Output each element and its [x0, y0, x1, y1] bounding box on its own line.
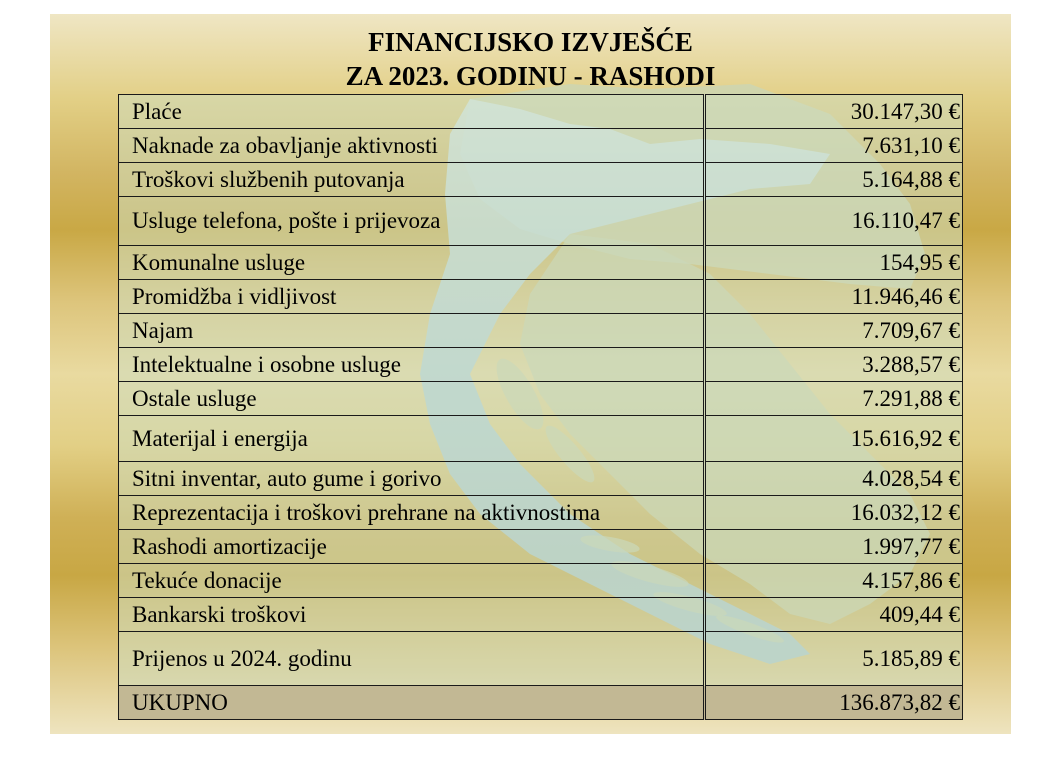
- row-label: Intelektualne i osobne usluge: [119, 348, 705, 382]
- row-label: Sitni inventar, auto gume i gorivo: [119, 462, 705, 496]
- total-label: UKUPNO: [119, 686, 705, 720]
- row-value: 5.185,89 €: [705, 632, 963, 686]
- row-label: Bankarski troškovi: [119, 598, 705, 632]
- row-value: 5.164,88 €: [705, 163, 963, 197]
- report-title-line-1: FINANCIJSKO IZVJEŠĆE: [368, 27, 693, 57]
- table-row: [119, 496, 963, 530]
- table-row: [119, 530, 963, 564]
- row-label: Troškovi službenih putovanja: [119, 163, 705, 197]
- row-value: 409,44 €: [705, 598, 963, 632]
- slide-background: [50, 14, 1011, 734]
- table-row: [119, 462, 963, 496]
- table-row: [119, 382, 963, 416]
- total-row: [119, 686, 963, 720]
- row-value: 7.291,88 €: [705, 382, 963, 416]
- report-title-line-2: ZA 2023. GODINU - RASHODI: [345, 61, 716, 91]
- table-row: [119, 632, 963, 686]
- expenses-table: [118, 94, 963, 720]
- row-value: 154,95 €: [705, 246, 963, 280]
- row-value: 7.631,10 €: [705, 129, 963, 163]
- table-row: [119, 314, 963, 348]
- row-value: 16.110,47 €: [705, 197, 963, 246]
- table-row: [119, 348, 963, 382]
- row-label: Prijenos u 2024. godinu: [119, 632, 705, 686]
- table-row: [119, 129, 963, 163]
- row-label: Materijal i energija: [119, 416, 705, 462]
- table-row: [119, 416, 963, 462]
- row-value: 4.157,86 €: [705, 564, 963, 598]
- row-value: 16.032,12 €: [705, 496, 963, 530]
- row-value: 1.997,77 €: [705, 530, 963, 564]
- table-row: [119, 598, 963, 632]
- row-value: 11.946,46 €: [705, 280, 963, 314]
- table-row: [119, 163, 963, 197]
- row-label: Komunalne usluge: [119, 246, 705, 280]
- row-value: 30.147,30 €: [705, 95, 963, 129]
- row-value: 3.288,57 €: [705, 348, 963, 382]
- table-row: [119, 246, 963, 280]
- row-label: Rashodi amortizacije: [119, 530, 705, 564]
- table-row: [119, 95, 963, 129]
- row-label: Tekuće donacije: [119, 564, 705, 598]
- row-label: Najam: [119, 314, 705, 348]
- table-row: [119, 564, 963, 598]
- table-row: [119, 280, 963, 314]
- row-label: Reprezentacija i troškovi prehrane na aktivnostima: [119, 496, 705, 530]
- total-value: 136.873,82 €: [705, 686, 963, 720]
- table-row: [119, 197, 963, 246]
- row-label: Plaće: [119, 95, 705, 129]
- row-label: Usluge telefona, pošte i prijevoza: [119, 197, 705, 246]
- row-label: Promidžba i vidljivost: [119, 280, 705, 314]
- row-value: 7.709,67 €: [705, 314, 963, 348]
- row-label: Ostale usluge: [119, 382, 705, 416]
- row-value: 15.616,92 €: [705, 416, 963, 462]
- row-value: 4.028,54 €: [705, 462, 963, 496]
- row-label: Naknade za obavljanje aktivnosti: [119, 129, 705, 163]
